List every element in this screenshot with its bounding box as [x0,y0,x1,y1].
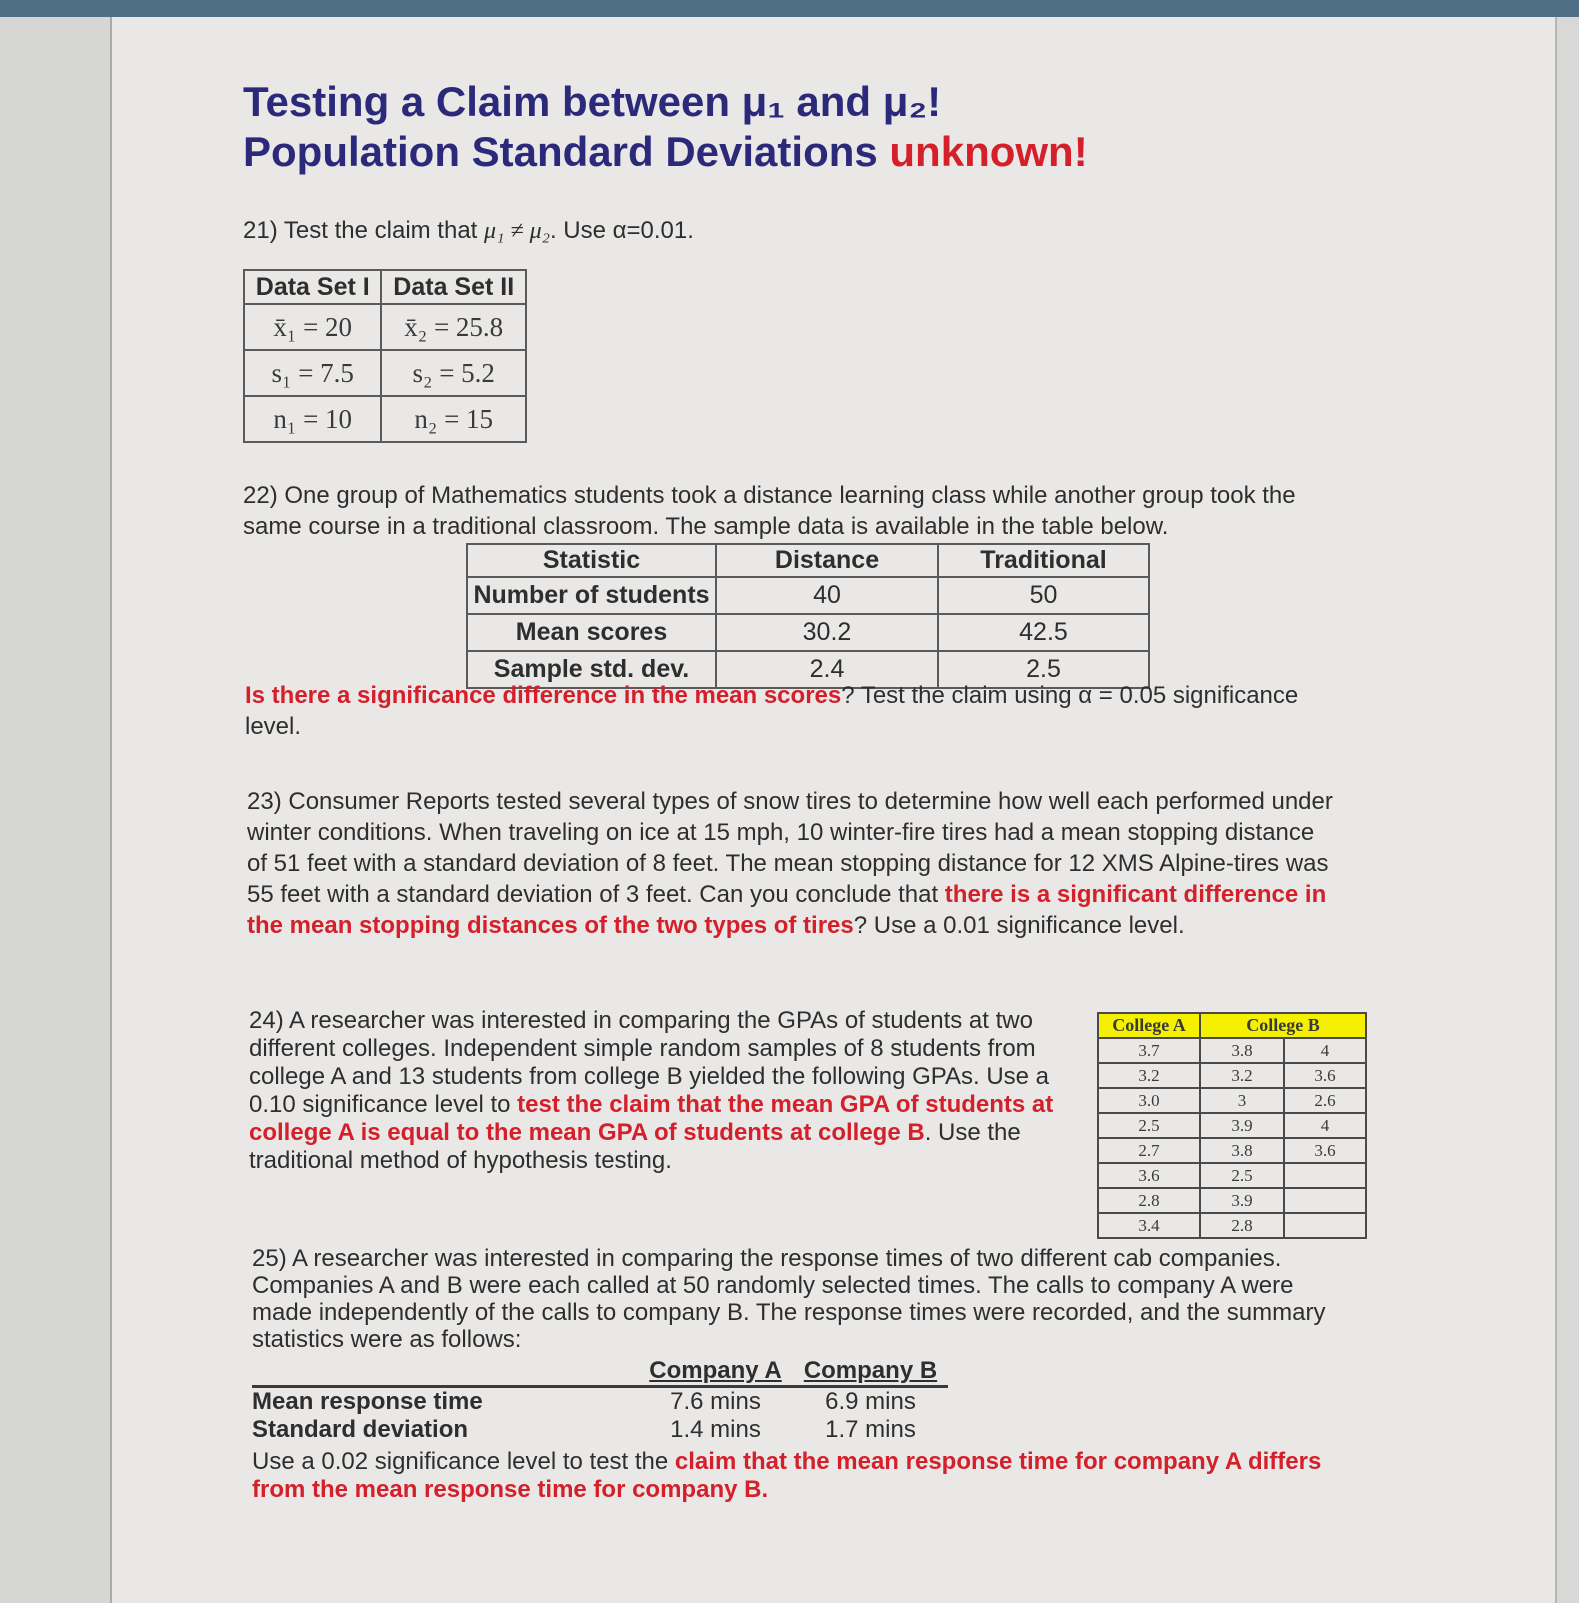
table-cell: Mean response time [252,1388,483,1415]
table-cell: 3.8 [1200,1038,1284,1063]
right-scrollbar-area[interactable] [1555,17,1579,1603]
table-cell: 3.9 [1200,1113,1284,1138]
table-row [467,614,1149,651]
q23-end: ? Use a 0.01 significance level. [853,912,1185,939]
table-header: College B [1200,1013,1366,1038]
table-row [1098,1188,1366,1213]
question-23 [247,786,1337,941]
question-21 [243,215,694,247]
table-cell: s₂ = 5.2 [381,350,526,396]
table-header: Data Set I [244,270,381,304]
table-cell: 6.9 mins [825,1388,916,1415]
table-cell: 2.4 [716,651,938,688]
table-cell: 30.2 [716,614,938,651]
q24-end: . Use the traditional method of hypothesis testing. [249,1119,1021,1174]
table-row [252,1387,948,1417]
table-header: Statistic [467,544,716,577]
table-header: College A [1098,1013,1200,1038]
table-cell: 3.0 [1098,1088,1200,1113]
title-line-1: Testing a Claim between μ₁ and μ₂! [243,78,942,125]
table-cell: 42.5 [938,614,1149,651]
q22-statistics-table [466,543,1150,689]
q22-highlight: Is there a significance difference in the mean scores [245,682,842,709]
table-cell: 2.5 [1200,1163,1284,1188]
left-margin [0,17,112,1603]
browser-top-bar [0,0,1579,17]
table-cell: 3.7 [1098,1038,1200,1063]
table-header: Distance [716,544,938,577]
q21-prefix: 21) Test the claim that [243,217,485,244]
question-22-prompt [245,680,1355,742]
table-row [1098,1063,1366,1088]
table-row [1098,1163,1366,1188]
table-header [252,1357,638,1387]
page-title [243,77,1088,177]
question-25-prompt [252,1448,1352,1504]
title-line-2-text: Population Standard Deviations [243,128,890,175]
table-row [244,396,526,442]
table-cell: 4 [1284,1113,1366,1138]
table-cell: 50 [938,577,1149,614]
q24-highlight: test the claim that the mean GPA of students at college A is equal to the mean GPA of students at college B [249,1091,1054,1146]
q21-claim: μ₁ ≠ μ₂ [484,218,550,244]
question-25-intro: 25) A researcher was interested in comparing the response times of two different cab companies. Companies A and B were each called at 50 randomly selected times. The calls to company A were made independently of the calls to company B. The response times were recorded, and the summary statistics were as follows: [252,1245,1326,1353]
table-row [1098,1138,1366,1163]
table-cell: Number of students [467,577,716,614]
table-cell: 2.8 [1098,1188,1200,1213]
table-cell [1284,1188,1366,1213]
table-cell: 2.5 [938,651,1149,688]
q21-data-table [243,269,527,443]
table-row [244,350,526,396]
table-row [1098,1088,1366,1113]
table-cell: 3.6 [1284,1063,1366,1088]
title-line-2 [243,127,1088,177]
table-header: Data Set II [381,270,526,304]
table-cell: 3.6 [1284,1138,1366,1163]
table-header: Company A [649,1357,782,1384]
table-row [1098,1038,1366,1063]
table-cell: n₁ = 10 [244,396,381,442]
table-cell: Sample std. dev. [467,651,716,688]
table-cell: 2.5 [1098,1113,1200,1138]
table-cell: 7.6 mins [670,1388,761,1415]
table-row [252,1416,948,1444]
table-row [1098,1213,1366,1238]
q25-text: Use a 0.02 significance level to test the [252,1448,675,1475]
table-cell: 3 [1200,1088,1284,1113]
table-cell: 1.4 mins [670,1416,761,1443]
q24-text: 24) A researcher was interested in comparing the GPAs of students at two different colleges. Independent simple random samples of 8 students from college A and 13 students from college B yielded the following GPAs. Use a 0.10 significance level to [249,1007,1050,1118]
q23-text: 23) Consumer Reports tested several types of snow tires to determine how well each performed under winter conditions. When traveling on ice at 15 mph, 10 winter-fire tires had a mean stopping distance of 51 feet with a standard deviation of 8 feet. The mean stopping distance for 12 XMS Alpine-tires was 55 feet with a standard deviation of 3 feet. Can you conclude that [247,788,1333,908]
table-cell: 3.6 [1098,1163,1200,1188]
table-cell [1284,1163,1366,1188]
table-cell: 4 [1284,1038,1366,1063]
table-cell: Mean scores [467,614,716,651]
table-cell: 3.9 [1200,1188,1284,1213]
q24-gpa-table [1097,1012,1367,1239]
table-row [244,304,526,350]
table-cell: 3.2 [1098,1063,1200,1088]
title-highlight-unknown: unknown! [889,128,1088,175]
table-cell: 3.2 [1200,1063,1284,1088]
q22-rest: ? Test the claim using α = 0.05 significance level. [245,682,1299,740]
question-22-intro: 22) One group of Mathematics students took a distance learning class while another group took the same course in a traditional classroom. The sample data is available in the table below. [243,482,1296,540]
table-cell: 2.8 [1200,1213,1284,1238]
table-cell: 3.8 [1200,1138,1284,1163]
question-24 [249,1007,1079,1175]
table-cell: n₂ = 15 [381,396,526,442]
q25-summary-table [252,1357,948,1444]
table-cell: 1.7 mins [825,1416,916,1443]
table-header: Traditional [938,544,1149,577]
table-cell: s₁ = 7.5 [244,350,381,396]
table-header: Company B [803,1357,938,1384]
table-cell: 40 [716,577,938,614]
table-cell: 2.6 [1284,1088,1366,1113]
q25-highlight: claim that the mean response time for company A differs from the mean response time for company B. [252,1448,1322,1503]
table-cell: 3.4 [1098,1213,1200,1238]
table-row [467,577,1149,614]
q21-suffix: . Use α=0.01. [549,217,694,244]
table-cell: Standard deviation [252,1416,469,1443]
table-cell: 2.7 [1098,1138,1200,1163]
table-cell: x̄₁ = 20 [244,304,381,350]
table-row [1098,1113,1366,1138]
table-cell [1284,1213,1366,1238]
table-cell: x̄₂ = 25.8 [381,304,526,350]
q23-highlight: there is a significant difference in the mean stopping distances of the two types of tires [247,881,1327,939]
